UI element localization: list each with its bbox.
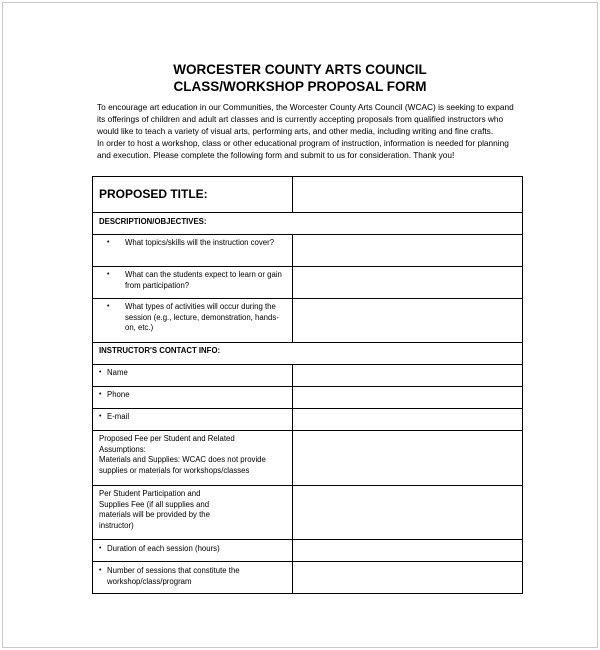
table-row: [93, 235, 523, 267]
proposed-title-label: PROPOSED TITLE:: [99, 187, 208, 201]
desc-learn-field[interactable]: [293, 267, 523, 299]
bullet-icon: •: [107, 303, 110, 310]
intro-line: its offerings of children and adult art classes and is currently accepting proposals from qualified instructors who: [97, 114, 504, 124]
phone-label: Phone: [107, 390, 130, 399]
intro-line: would like to teach a variety of visual arts, performing arts, and other media, including writing and fine crafts.: [97, 126, 494, 136]
duration-label: Duration of each session (hours): [107, 544, 220, 553]
participation-label-line: materials will be provided by the: [99, 510, 210, 519]
participation-label-line: instructor): [99, 520, 134, 530]
fee-label: [93, 431, 292, 479]
table-row: [93, 365, 523, 387]
bullet-icon: •: [99, 567, 102, 574]
proposal-form-table: [92, 176, 523, 594]
instructor-header-cell: [93, 343, 523, 365]
name-label: Name: [107, 368, 128, 377]
org-title: WORCESTER COUNTY ARTS COUNCIL: [173, 62, 427, 77]
fee-field[interactable]: [293, 431, 523, 486]
duration-label-cell: [93, 540, 293, 562]
bullet-icon: •: [107, 271, 110, 278]
bullet-icon: •: [99, 545, 102, 552]
description-header: DESCRIPTION/OBJECTIVES:: [99, 217, 207, 226]
participation-label-cell: [93, 486, 293, 540]
phone-field[interactable]: [293, 387, 523, 409]
email-label: E-mail: [107, 412, 130, 421]
name-label-cell: [93, 365, 293, 387]
fee-label-line: Assumptions:: [99, 444, 146, 454]
form-title: CLASS/WORKSHOP PROPOSAL FORM: [173, 79, 427, 94]
instructor-header: INSTRUCTOR'S CONTACT INFO:: [99, 346, 221, 355]
table-row: [93, 343, 523, 365]
desc-activities-field[interactable]: [293, 299, 523, 343]
duration-field[interactable]: [293, 540, 523, 562]
proposed-title-label-cell: [93, 177, 293, 213]
desc-activities-label-cell: [93, 299, 293, 343]
bullet-icon: •: [99, 391, 102, 398]
proposed-title-field[interactable]: [293, 177, 523, 213]
table-row: [93, 409, 523, 431]
desc-activities-label: What types of activities will occur during the session (e.g., lecture, demonstration, hands-on, etc.): [125, 302, 279, 332]
phone-label-cell: [93, 387, 293, 409]
fee-label-line: supplies or materials for workshops/classes: [99, 465, 250, 475]
table-row: [93, 267, 523, 299]
table-row: [93, 540, 523, 562]
email-field[interactable]: [293, 409, 523, 431]
desc-topics-field[interactable]: [293, 235, 523, 267]
intro-line: To encourage art education in our Communities, the Worcester County Arts Council (WCAC) is seeking to expand: [97, 102, 514, 112]
desc-topics-label-cell: [93, 235, 293, 267]
bullet-icon: •: [99, 369, 102, 376]
table-row: [93, 387, 523, 409]
description-header-cell: [93, 213, 523, 235]
participation-label-line: Supplies Fee (if all supplies and: [99, 499, 210, 509]
desc-learn-label-cell: [93, 267, 293, 299]
participation-label-line: Per Student Participation and: [99, 489, 201, 498]
sessions-label-line: workshop/class/program: [107, 576, 192, 586]
bullet-icon: •: [99, 413, 102, 420]
table-row: [93, 562, 523, 594]
sessions-label: [107, 566, 240, 587]
desc-topics-label: What topics/skills will the instruction cover?: [125, 238, 275, 247]
intro-paragraph: [97, 101, 522, 161]
fee-label-cell: [93, 431, 293, 486]
name-field[interactable]: [293, 365, 523, 387]
table-row: [93, 299, 523, 343]
fee-label-line: Materials and Supplies: WCAC does not provide: [99, 455, 266, 464]
email-label-cell: [93, 409, 293, 431]
bullet-icon: •: [107, 239, 110, 246]
sessions-label-cell: [93, 562, 293, 594]
sessions-label-line: Number of sessions that constitute the: [107, 566, 240, 575]
table-row: [93, 431, 523, 486]
sessions-field[interactable]: [293, 562, 523, 594]
fee-label-line: Proposed Fee per Student and Related: [99, 434, 235, 443]
table-row: [93, 213, 523, 235]
intro-line: In order to host a workshop, class or other educational program of instruction, information is needed for planning: [97, 138, 509, 148]
participation-label: [93, 486, 292, 534]
desc-learn-label: What can the students expect to learn or gain from participation?: [125, 270, 282, 290]
table-row: [93, 486, 523, 540]
participation-fee-field[interactable]: [293, 486, 523, 540]
table-row: [93, 177, 523, 213]
intro-line: and execution. Please complete the following form and submit to us for consideration. Thank you!: [97, 150, 455, 160]
